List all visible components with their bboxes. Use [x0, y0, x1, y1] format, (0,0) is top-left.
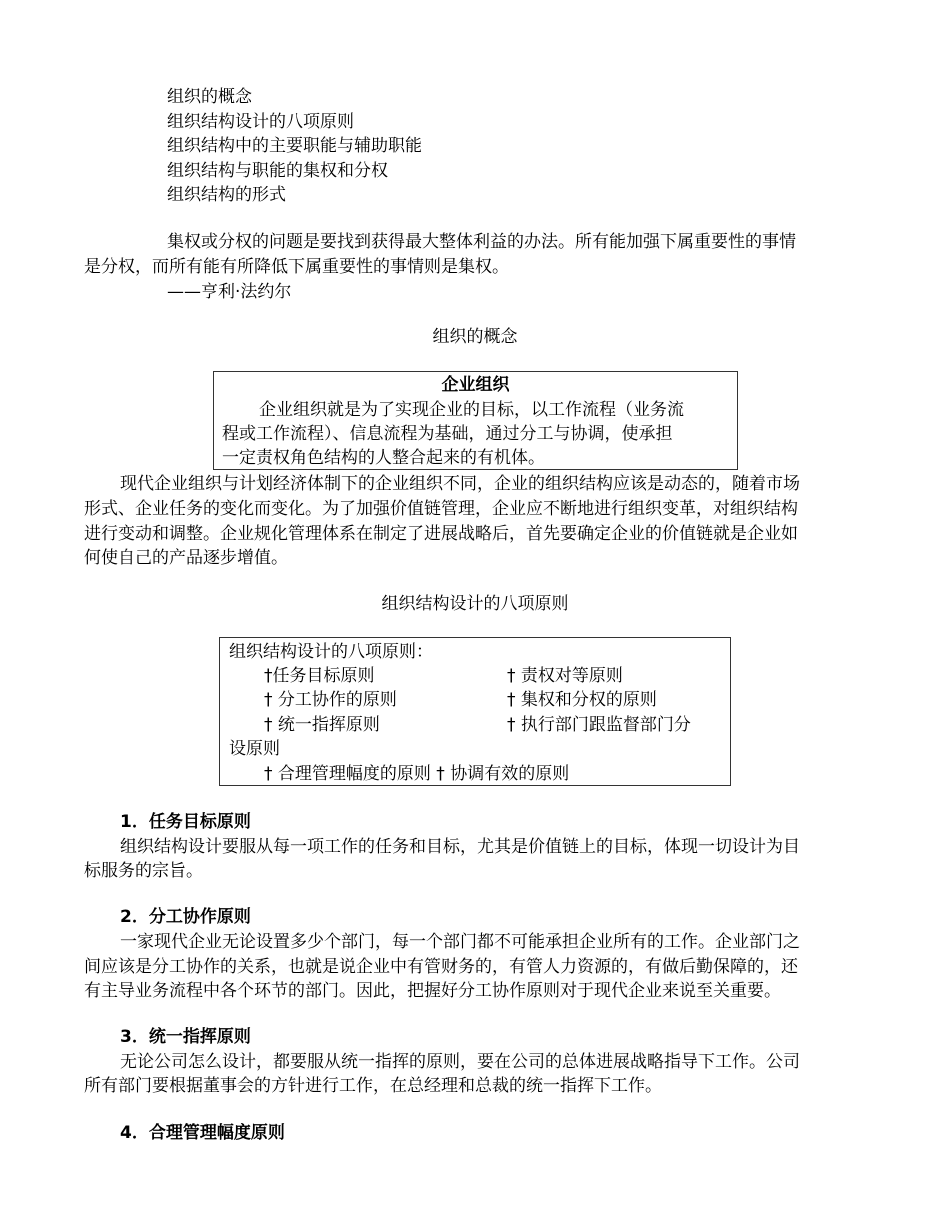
principle-heading-4: 4．合理管理幅度原则 [120, 1123, 285, 1143]
principle-item: † 统一指挥原则 [264, 715, 380, 735]
definition-box [213, 371, 738, 470]
principle-item: † 执行部门跟监督部门分 [507, 715, 691, 735]
paragraph-line: 无论公司怎么设计，都要服从统一指挥的原则，要在公司的总体进展战略指导下工作。公司 [120, 1052, 800, 1072]
definition-line: 企业组织就是为了实现企业的目标，以工作流程（业务流 [259, 400, 684, 420]
paragraph-line: 间应该是分工协作的关系，也就是说企业中有管财务的，有管人力资源的，有做后勤保障的，还 [84, 957, 798, 977]
section-title-concept: 组织的概念 [432, 327, 518, 347]
paragraph-line: 现代企业组织与计划经济体制下的企业组织不同，企业的组织结构应该是动态的，随着市场 [120, 474, 800, 494]
toc-item: 组织结构中的主要职能与辅助职能 [167, 136, 422, 156]
toc-item: 组织结构设计的八项原则 [167, 112, 354, 132]
principle-item: † 合理管理幅度的原则 † 协调有效的原则 [264, 764, 570, 784]
paragraph-line: 何使自己的产品逐步增值。 [84, 548, 288, 568]
definition-box-title: 企业组织 [441, 375, 510, 395]
principles-box-header: 组织结构设计的八项原则： [229, 642, 433, 662]
principle-item: †任务目标原则 [264, 666, 375, 686]
quote-author: ——亨利·法约尔 [167, 282, 292, 302]
principle-item: † 集权和分权的原则 [507, 690, 657, 710]
principle-heading-1: 1．任务目标原则 [120, 812, 251, 832]
principle-item: † 分工协作的原则 [264, 690, 397, 710]
paragraph-line: 标服务的宗旨。 [84, 861, 203, 881]
principle-heading-3: 3．统一指挥原则 [120, 1027, 251, 1047]
paragraph-line: 进行变动和调整。企业规化管理体系在制定了进展战略后，首先要确定企业的价值链就是企业如 [84, 524, 798, 544]
toc-item: 组织的概念 [167, 87, 252, 107]
quote-line: 是分权，而所有能有所降低下属重要性的事情则是集权。 [84, 257, 509, 277]
definition-line: 一定责权角色结构的人整合起来的有机体。 [222, 448, 545, 468]
definition-line: 程或工作流程）、信息流程为基础，通过分工与协调，使承担 [222, 424, 673, 444]
section-title-principles: 组织结构设计的八项原则 [381, 594, 569, 614]
paragraph-line: 形式、企业任务的变化而变化。为了加强价值链管理，企业应不断地进行组织变革，对组织结构 [84, 499, 798, 519]
paragraph-line: 有主导业务流程中各个环节的部门。因此，把握好分工协作原则对于现代企业来说至关重要。 [84, 981, 781, 1001]
paragraph-line: 组织结构设计要服从每一项工作的任务和目标，尤其是价值链上的目标，体现一切设计为目 [120, 837, 800, 857]
principle-item-wrap: 设原则 [229, 739, 280, 759]
quote-line: 集权或分权的问题是要找到获得最大整体利益的办法。所有能加强下属重要性的事情 [167, 232, 796, 252]
toc-item: 组织结构的形式 [167, 185, 286, 205]
principle-item: † 责权对等原则 [507, 666, 623, 686]
principle-heading-2: 2．分工协作原则 [120, 907, 251, 927]
toc-item: 组织结构与职能的集权和分权 [167, 161, 388, 181]
paragraph-line: 所有部门要根据董事会的方针进行工作，在总经理和总裁的统一指挥下工作。 [84, 1076, 662, 1096]
principles-box [219, 637, 731, 786]
paragraph-line: 一家现代企业无论设置多少个部门，每一个部门都不可能承担企业所有的工作。企业部门之 [120, 932, 800, 952]
